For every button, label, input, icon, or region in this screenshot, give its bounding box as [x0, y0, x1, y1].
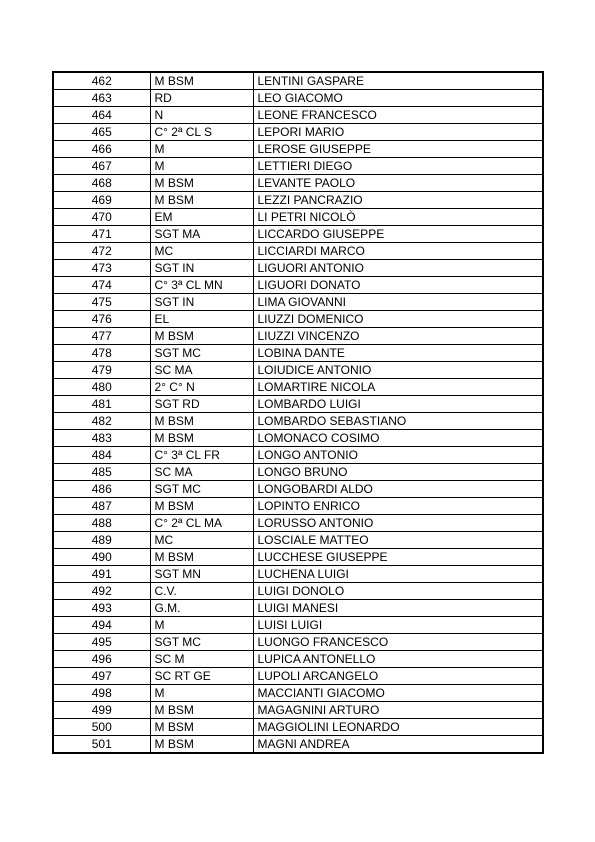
- row-number-cell: 498: [53, 685, 150, 702]
- rank-cell: M: [150, 141, 253, 158]
- table-row: [53, 736, 543, 754]
- rank-cell: C° 2ª CL MA: [150, 515, 253, 532]
- name-cell: MAGGIOLINI LEONARDO: [253, 719, 543, 736]
- table-row: [53, 379, 543, 396]
- name-cell: LOMONACO COSIMO: [253, 430, 543, 447]
- row-number-cell: 467: [53, 158, 150, 175]
- row-number-cell: 497: [53, 668, 150, 685]
- row-number-cell: 476: [53, 311, 150, 328]
- row-number-cell: 485: [53, 464, 150, 481]
- row-number-cell: 478: [53, 345, 150, 362]
- rank-cell: M BSM: [150, 736, 253, 754]
- row-number-cell: 464: [53, 107, 150, 124]
- name-cell: LIGUORI DONATO: [253, 277, 543, 294]
- name-cell: LEZZI PANCRAZIO: [253, 192, 543, 209]
- row-number-cell: 463: [53, 90, 150, 107]
- rank-cell: M: [150, 617, 253, 634]
- row-number-cell: 487: [53, 498, 150, 515]
- name-cell: LOSCIALE MATTEO: [253, 532, 543, 549]
- name-cell: LIUZZI VINCENZO: [253, 328, 543, 345]
- table-row: [53, 413, 543, 430]
- row-number-cell: 484: [53, 447, 150, 464]
- table-row: [53, 702, 543, 719]
- name-cell: LOBINA DANTE: [253, 345, 543, 362]
- row-number-cell: 494: [53, 617, 150, 634]
- table-row: [53, 294, 543, 311]
- name-cell: LONGO ANTONIO: [253, 447, 543, 464]
- row-number-cell: 482: [53, 413, 150, 430]
- table-row: [53, 651, 543, 668]
- row-number-cell: 475: [53, 294, 150, 311]
- roster-table: [52, 71, 544, 754]
- row-number-cell: 480: [53, 379, 150, 396]
- rank-cell: M BSM: [150, 430, 253, 447]
- table-row: [53, 328, 543, 345]
- table-row: [53, 192, 543, 209]
- row-number-cell: 483: [53, 430, 150, 447]
- table-row: [53, 532, 543, 549]
- table-row: [53, 430, 543, 447]
- name-cell: LIUZZI DOMENICO: [253, 311, 543, 328]
- name-cell: LUIGI DONOLO: [253, 583, 543, 600]
- table-row: [53, 362, 543, 379]
- row-number-cell: 493: [53, 600, 150, 617]
- row-number-cell: 501: [53, 736, 150, 754]
- table-row: [53, 141, 543, 158]
- name-cell: MACCIANTI GIACOMO: [253, 685, 543, 702]
- table-row: [53, 600, 543, 617]
- rank-cell: M BSM: [150, 549, 253, 566]
- row-number-cell: 471: [53, 226, 150, 243]
- name-cell: LICCARDO GIUSEPPE: [253, 226, 543, 243]
- row-number-cell: 477: [53, 328, 150, 345]
- name-cell: LUPOLI ARCANGELO: [253, 668, 543, 685]
- rank-cell: SGT IN: [150, 260, 253, 277]
- table-row: [53, 311, 543, 328]
- document-page: [52, 71, 542, 754]
- row-number-cell: 469: [53, 192, 150, 209]
- table-row: [53, 617, 543, 634]
- name-cell: LOMBARDO SEBASTIANO: [253, 413, 543, 430]
- row-number-cell: 495: [53, 634, 150, 651]
- name-cell: LEPORI MARIO: [253, 124, 543, 141]
- row-number-cell: 462: [53, 72, 150, 90]
- rank-cell: M BSM: [150, 328, 253, 345]
- name-cell: LUPICA ANTONELLO: [253, 651, 543, 668]
- row-number-cell: 466: [53, 141, 150, 158]
- name-cell: MAGAGNINI ARTURO: [253, 702, 543, 719]
- row-number-cell: 468: [53, 175, 150, 192]
- table-row: [53, 566, 543, 583]
- rank-cell: MC: [150, 243, 253, 260]
- name-cell: LUCCHESE GIUSEPPE: [253, 549, 543, 566]
- table-row: [53, 209, 543, 226]
- rank-cell: M BSM: [150, 413, 253, 430]
- row-number-cell: 481: [53, 396, 150, 413]
- row-number-cell: 470: [53, 209, 150, 226]
- name-cell: LUISI LUIGI: [253, 617, 543, 634]
- rank-cell: SGT MC: [150, 481, 253, 498]
- rank-cell: C° 2ª CL S: [150, 124, 253, 141]
- table-row: [53, 226, 543, 243]
- rank-cell: 2° C° N: [150, 379, 253, 396]
- rank-cell: SGT RD: [150, 396, 253, 413]
- name-cell: LORUSSO ANTONIO: [253, 515, 543, 532]
- rank-cell: SGT MC: [150, 634, 253, 651]
- name-cell: LUONGO FRANCESCO: [253, 634, 543, 651]
- roster-table-body: [53, 72, 543, 753]
- rank-cell: M BSM: [150, 72, 253, 90]
- table-row: [53, 72, 543, 90]
- rank-cell: M BSM: [150, 498, 253, 515]
- rank-cell: RD: [150, 90, 253, 107]
- name-cell: LEONE FRANCESCO: [253, 107, 543, 124]
- table-row: [53, 515, 543, 532]
- table-row: [53, 719, 543, 736]
- rank-cell: SC MA: [150, 464, 253, 481]
- table-row: [53, 260, 543, 277]
- row-number-cell: 473: [53, 260, 150, 277]
- rank-cell: M: [150, 685, 253, 702]
- row-number-cell: 490: [53, 549, 150, 566]
- name-cell: LICCIARDI MARCO: [253, 243, 543, 260]
- name-cell: LUCHENA LUIGI: [253, 566, 543, 583]
- row-number-cell: 489: [53, 532, 150, 549]
- table-row: [53, 175, 543, 192]
- row-number-cell: 465: [53, 124, 150, 141]
- table-row: [53, 685, 543, 702]
- rank-cell: EL: [150, 311, 253, 328]
- rank-cell: M BSM: [150, 175, 253, 192]
- row-number-cell: 499: [53, 702, 150, 719]
- row-number-cell: 488: [53, 515, 150, 532]
- table-row: [53, 668, 543, 685]
- name-cell: LONGO BRUNO: [253, 464, 543, 481]
- table-row: [53, 243, 543, 260]
- row-number-cell: 472: [53, 243, 150, 260]
- name-cell: LONGOBARDI ALDO: [253, 481, 543, 498]
- rank-cell: M: [150, 158, 253, 175]
- table-row: [53, 498, 543, 515]
- rank-cell: MC: [150, 532, 253, 549]
- table-row: [53, 90, 543, 107]
- name-cell: LENTINI GASPARE: [253, 72, 543, 90]
- rank-cell: M BSM: [150, 192, 253, 209]
- rank-cell: SC M: [150, 651, 253, 668]
- row-number-cell: 492: [53, 583, 150, 600]
- name-cell: LUIGI MANESI: [253, 600, 543, 617]
- table-row: [53, 158, 543, 175]
- table-row: [53, 634, 543, 651]
- name-cell: LOIUDICE ANTONIO: [253, 362, 543, 379]
- table-row: [53, 481, 543, 498]
- rank-cell: EM: [150, 209, 253, 226]
- table-row: [53, 277, 543, 294]
- name-cell: LETTIERI DIEGO: [253, 158, 543, 175]
- name-cell: LI PETRI NICOLÒ: [253, 209, 543, 226]
- table-row: [53, 549, 543, 566]
- rank-cell: SC MA: [150, 362, 253, 379]
- row-number-cell: 486: [53, 481, 150, 498]
- rank-cell: SGT MA: [150, 226, 253, 243]
- name-cell: MAGNI ANDREA: [253, 736, 543, 754]
- table-row: [53, 124, 543, 141]
- row-number-cell: 479: [53, 362, 150, 379]
- table-row: [53, 447, 543, 464]
- rank-cell: C.V.: [150, 583, 253, 600]
- rank-cell: SC RT GE: [150, 668, 253, 685]
- name-cell: LOMARTIRE NICOLA: [253, 379, 543, 396]
- name-cell: LIMA GIOVANNI: [253, 294, 543, 311]
- rank-cell: C° 3ª CL FR: [150, 447, 253, 464]
- row-number-cell: 491: [53, 566, 150, 583]
- rank-cell: SGT IN: [150, 294, 253, 311]
- name-cell: LEROSE GIUSEPPE: [253, 141, 543, 158]
- row-number-cell: 496: [53, 651, 150, 668]
- name-cell: LOMBARDO LUIGI: [253, 396, 543, 413]
- table-row: [53, 107, 543, 124]
- name-cell: LIGUORI ANTONIO: [253, 260, 543, 277]
- rank-cell: M BSM: [150, 719, 253, 736]
- row-number-cell: 500: [53, 719, 150, 736]
- rank-cell: SGT MN: [150, 566, 253, 583]
- rank-cell: C° 3ª CL MN: [150, 277, 253, 294]
- rank-cell: M BSM: [150, 702, 253, 719]
- name-cell: LEVANTE PAOLO: [253, 175, 543, 192]
- table-row: [53, 345, 543, 362]
- rank-cell: G.M.: [150, 600, 253, 617]
- table-row: [53, 396, 543, 413]
- rank-cell: SGT MC: [150, 345, 253, 362]
- name-cell: LEO GIACOMO: [253, 90, 543, 107]
- name-cell: LOPINTO ENRICO: [253, 498, 543, 515]
- rank-cell: N: [150, 107, 253, 124]
- table-row: [53, 464, 543, 481]
- row-number-cell: 474: [53, 277, 150, 294]
- table-row: [53, 583, 543, 600]
